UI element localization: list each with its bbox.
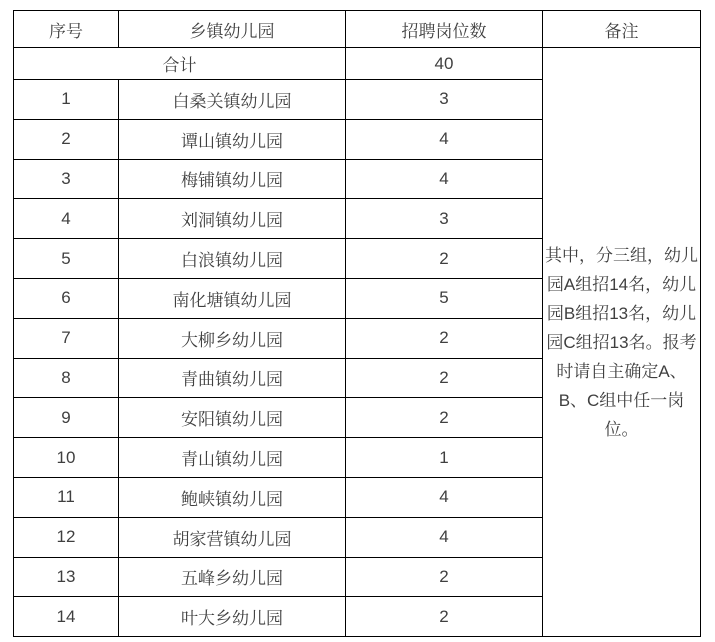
cell-position-count: 4 [346, 159, 543, 199]
cell-serial-number: 3 [14, 159, 119, 199]
cell-serial-number: 13 [14, 557, 119, 597]
cell-serial-number: 10 [14, 438, 119, 478]
cell-kindergarten-name: 鲍峡镇幼儿园 [119, 477, 346, 517]
cell-serial-number: 1 [14, 80, 119, 120]
cell-kindergarten-name: 叶大乡幼儿园 [119, 597, 346, 637]
cell-kindergarten-name: 安阳镇幼儿园 [119, 398, 346, 438]
cell-serial-number: 2 [14, 119, 119, 159]
cell-serial-number: 7 [14, 318, 119, 358]
cell-position-count: 1 [346, 438, 543, 478]
cell-position-count: 5 [346, 278, 543, 318]
cell-position-count: 3 [346, 199, 543, 239]
cell-position-count: 2 [346, 358, 543, 398]
cell-kindergarten-name: 白浪镇幼儿园 [119, 239, 346, 279]
cell-kindergarten-name: 青山镇幼儿园 [119, 438, 346, 478]
cell-serial-number: 8 [14, 358, 119, 398]
total-label: 合计 [14, 48, 346, 80]
cell-kindergarten-name: 五峰乡幼儿园 [119, 557, 346, 597]
cell-position-count: 4 [346, 119, 543, 159]
total-row [14, 48, 701, 80]
cell-kindergarten-name: 大柳乡幼儿园 [119, 318, 346, 358]
cell-kindergarten-name: 梅铺镇幼儿园 [119, 159, 346, 199]
cell-position-count: 2 [346, 318, 543, 358]
cell-serial-number: 11 [14, 477, 119, 517]
header-row [14, 11, 701, 48]
cell-position-count: 3 [346, 80, 543, 120]
cell-position-count: 4 [346, 477, 543, 517]
total-value: 40 [346, 48, 543, 80]
remarks-note: 其中，分三组，幼儿园A组招14名，幼儿园B组招13名，幼儿园C组招13名。报考时请自主确定A、B、C组中任一岗位。 [543, 48, 701, 637]
header-serial-number: 序号 [14, 11, 119, 48]
cell-position-count: 2 [346, 398, 543, 438]
cell-kindergarten-name: 刘洞镇幼儿园 [119, 199, 346, 239]
header-position-count: 招聘岗位数 [346, 11, 543, 48]
cell-kindergarten-name: 白桑关镇幼儿园 [119, 80, 346, 120]
cell-position-count: 2 [346, 239, 543, 279]
recruitment-table [13, 10, 701, 637]
cell-kindergarten-name: 胡家营镇幼儿园 [119, 517, 346, 557]
cell-kindergarten-name: 南化塘镇幼儿园 [119, 278, 346, 318]
cell-position-count: 2 [346, 557, 543, 597]
cell-serial-number: 12 [14, 517, 119, 557]
cell-kindergarten-name: 谭山镇幼儿园 [119, 119, 346, 159]
cell-serial-number: 14 [14, 597, 119, 637]
cell-serial-number: 4 [14, 199, 119, 239]
cell-serial-number: 6 [14, 278, 119, 318]
cell-kindergarten-name: 青曲镇幼儿园 [119, 358, 346, 398]
cell-position-count: 2 [346, 597, 543, 637]
header-remarks: 备注 [543, 11, 701, 48]
cell-serial-number: 5 [14, 239, 119, 279]
cell-position-count: 4 [346, 517, 543, 557]
header-kindergarten: 乡镇幼儿园 [119, 11, 346, 48]
cell-serial-number: 9 [14, 398, 119, 438]
